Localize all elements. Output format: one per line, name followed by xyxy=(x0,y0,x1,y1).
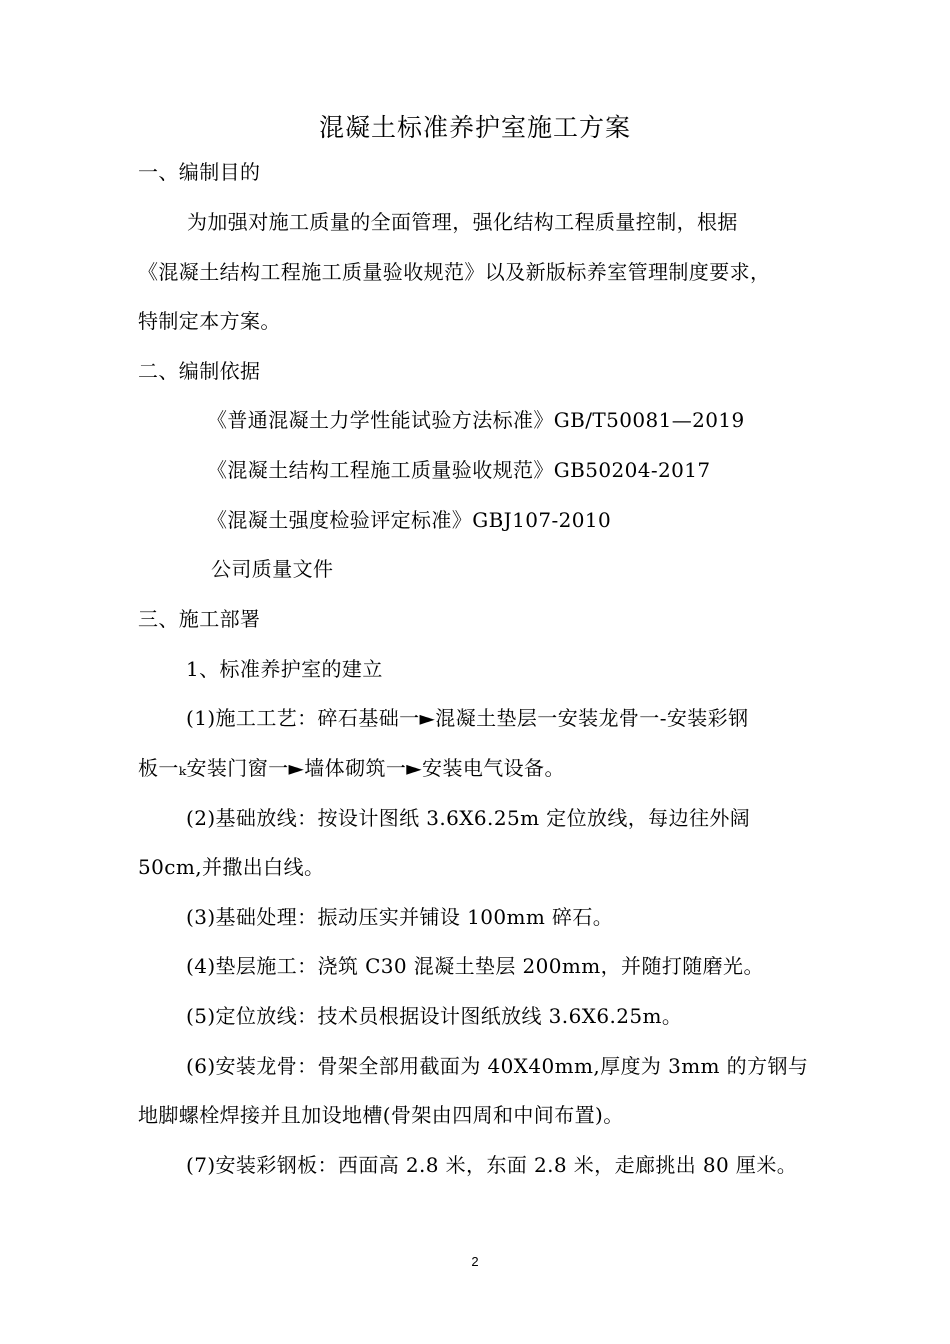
paragraph-line: (6)安装龙骨：骨架全部用截面为 40X40mm,厚度为 3mm 的方钢与 xyxy=(186,1054,809,1078)
paragraph-line: 特制定本方案。 xyxy=(138,309,281,333)
paragraph-line: (2)基础放线：按设计图纸 3.6X6.25m 定位放线，每边往外阔 xyxy=(186,806,751,830)
reference-item: 《混凝土结构工程施工质量验收规范》GB50204-2017 xyxy=(207,458,711,482)
paragraph-line: (7)安装彩钢板：西面高 2.8 米，东面 2.8 米，走廊挑出 80 厘米。 xyxy=(186,1153,798,1177)
section-heading-basis: 二、编制依据 xyxy=(138,359,261,383)
paragraph-line: 《混凝土结构工程施工质量验收规范》以及新版标养室管理制度要求， xyxy=(138,260,771,284)
paragraph-line: (1)施工工艺：碎石基础一►混凝土垫层一安装龙骨一-安装彩钢 xyxy=(186,706,749,730)
paragraph-line: 板一ₖ安装门窗一►墙体砌筑一►安装电气设备。 xyxy=(138,756,565,780)
page-number: 2 xyxy=(471,1254,479,1269)
paragraph-line: 地脚螺栓焊接并且加设地槽(骨架由四周和中间布置)。 xyxy=(138,1103,624,1127)
reference-item: 《混凝土强度检验评定标准》GBJ107-2010 xyxy=(207,508,612,532)
paragraph-line: (3)基础处理：振动压实并铺设 100mm 碎石。 xyxy=(186,905,614,929)
section-heading-purpose: 一、编制目的 xyxy=(138,160,261,184)
paragraph-line: 为加强对施工质量的全面管理，强化结构工程质量控制，根据 xyxy=(187,210,738,234)
subsection-heading: 1、标准养护室的建立 xyxy=(186,657,383,681)
section-heading-deployment: 三、施工部署 xyxy=(138,607,261,631)
reference-item: 公司质量文件 xyxy=(211,557,334,581)
reference-item: 《普通混凝土力学性能试验方法标准》GB/T50081—2019 xyxy=(207,408,745,432)
paragraph-line: 50cm,并撒出白线。 xyxy=(138,855,325,879)
paragraph-line: (4)垫层施工：浇筑 C30 混凝土垫层 200mm，并随打随磨光。 xyxy=(186,954,764,978)
paragraph-line: (5)定位放线：技术员根据设计图纸放线 3.6X6.25m。 xyxy=(186,1004,683,1028)
document-title: 混凝土标准养护室施工方案 xyxy=(318,113,631,142)
